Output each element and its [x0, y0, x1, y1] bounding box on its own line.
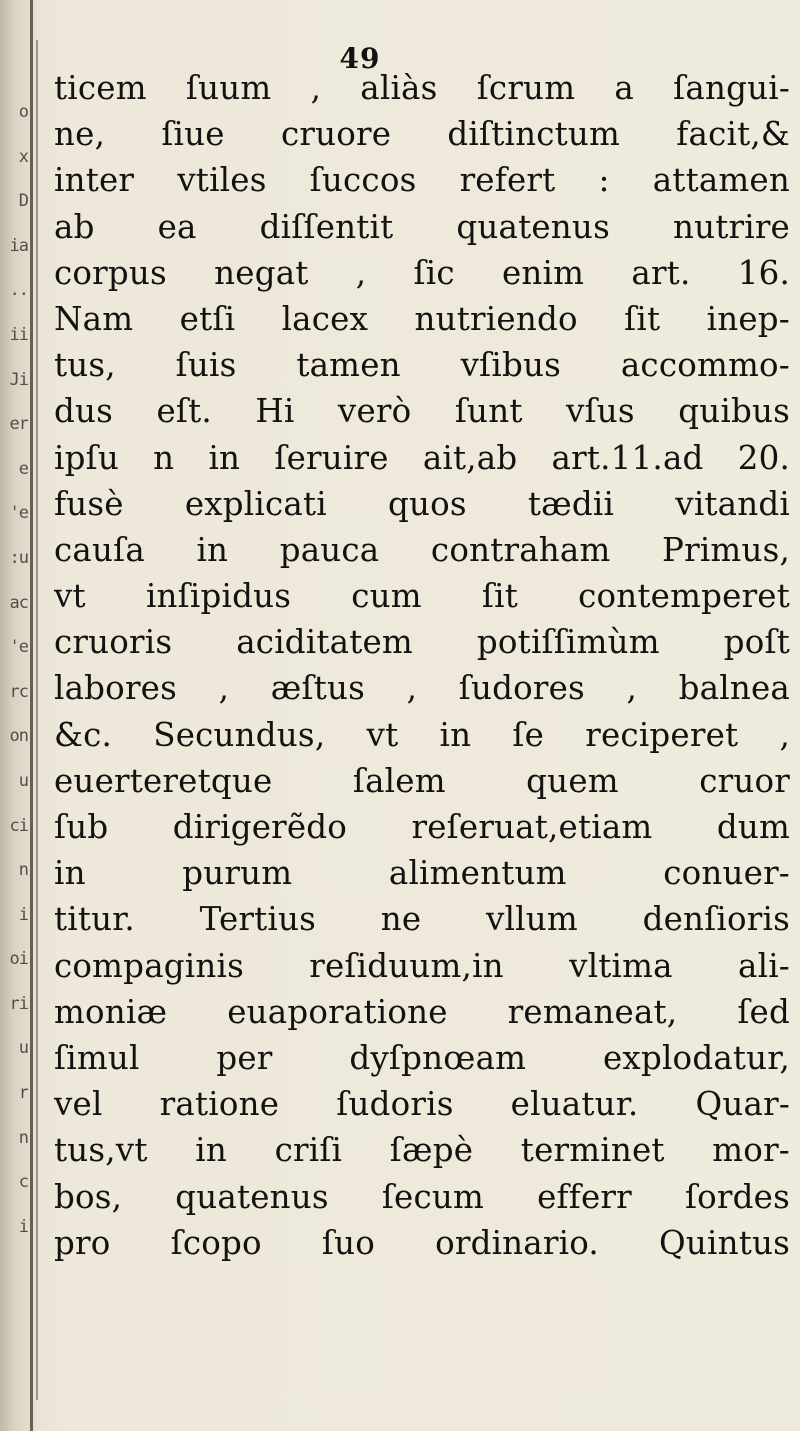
bleed-fragment: rc — [9, 681, 28, 702]
text-line: ab ea diſſentit quatenus nutrire — [54, 207, 790, 246]
bleed-fragment: c — [18, 1172, 28, 1193]
bleed-fragment: 'e — [9, 637, 28, 658]
text-line: corpus negat , ſic enim art. 16. — [54, 253, 790, 292]
bleed-fragment: ci — [9, 815, 28, 836]
text-line: fusè explicati quos tædii vitandi — [54, 484, 790, 523]
bleed-fragment: n — [18, 1127, 28, 1148]
text-line: labores , æſtus , ſudores , balnea — [54, 669, 790, 708]
bleed-fragment: D — [18, 191, 28, 212]
text-line: vel ratione ſudoris eluatur. Quar- — [54, 1085, 790, 1124]
text-line: inter vtiles ſuccos refert : attamen — [54, 161, 790, 200]
bleed-fragment: r — [18, 1083, 28, 1104]
gutter-shadow-line-secondary — [36, 40, 38, 1400]
bleed-fragment: o — [18, 102, 28, 122]
bleed-fragment: :u — [9, 547, 28, 568]
text-line: ſimul per dyſpnœam explodatur, — [54, 1038, 790, 1077]
text-line: cruoris aciditatem potiſſimùm poſt — [54, 623, 790, 662]
text-line: vt inſipidus cum ſit contemperet — [54, 577, 790, 616]
text-line: ne, ſiue cruore diſtinctum facit,& — [54, 115, 790, 154]
gutter-shadow-line — [30, 0, 33, 1431]
page-number: 49 — [339, 42, 381, 75]
bleed-fragment: Ji — [9, 369, 28, 390]
text-line: tus, ſuis tamen vſibus accommo- — [54, 346, 790, 385]
bleed-fragment: ii — [9, 324, 28, 345]
bleed-fragment: i — [18, 904, 28, 925]
text-line: ticem ſuum , aliàs ſcrum a ſangui- — [54, 69, 790, 107]
text-line: euerteretque ſalem quem cruor — [54, 761, 790, 800]
bleed-fragment: oi — [9, 949, 28, 970]
bleed-fragment: er — [9, 414, 28, 435]
facing-page-bleed — [0, 90, 28, 1249]
bleed-fragment: u — [18, 1038, 28, 1059]
text-line: &c. Secundus, vt in ſe reciperet , — [54, 715, 790, 754]
text-line: titur. Tertius ne vllum denſioris — [54, 900, 790, 939]
text-line: ipſu n in ſeruire ait,ab art.11.ad 20. — [54, 438, 790, 477]
text-line: moniæ euaporatione remaneat, ſed — [54, 992, 790, 1031]
text-line: in purum alimentum conuer- — [54, 854, 790, 893]
bleed-fragment: x — [18, 146, 28, 167]
text-line: pro ſcopo ſuo ordinario. Quintus — [54, 1223, 790, 1262]
text-line: compaginis reſiduum,in vltima ali- — [54, 946, 790, 985]
bleed-fragment: .. — [9, 280, 28, 301]
text-line: ſub dirigerẽdo reſeruat,etiam dum — [54, 808, 790, 846]
bleed-fragment: 'e — [9, 503, 28, 524]
text-line: bos, quatenus ſecum efferr ſordes — [54, 1177, 790, 1216]
bleed-fragment: i — [18, 1216, 28, 1237]
bleed-fragment: ac — [9, 592, 28, 613]
bleed-fragment: ri — [9, 993, 28, 1014]
bleed-fragment: on — [9, 726, 28, 747]
text-line: Nam etſi lacex nutriendo ſit inep- — [54, 299, 790, 338]
body-text — [54, 65, 790, 1266]
text-line: tus,vt in criſi ſæpè terminet mor- — [54, 1131, 790, 1170]
bleed-fragment: u — [18, 770, 28, 791]
bleed-fragment: e — [18, 458, 28, 479]
bleed-fragment: ia — [9, 235, 28, 256]
text-line: cauſa in pauca contraham Primus, — [54, 530, 790, 569]
bleed-fragment: n — [18, 860, 28, 881]
text-line: dus eſt. Hi verò ſunt vſus quibus — [54, 392, 790, 431]
